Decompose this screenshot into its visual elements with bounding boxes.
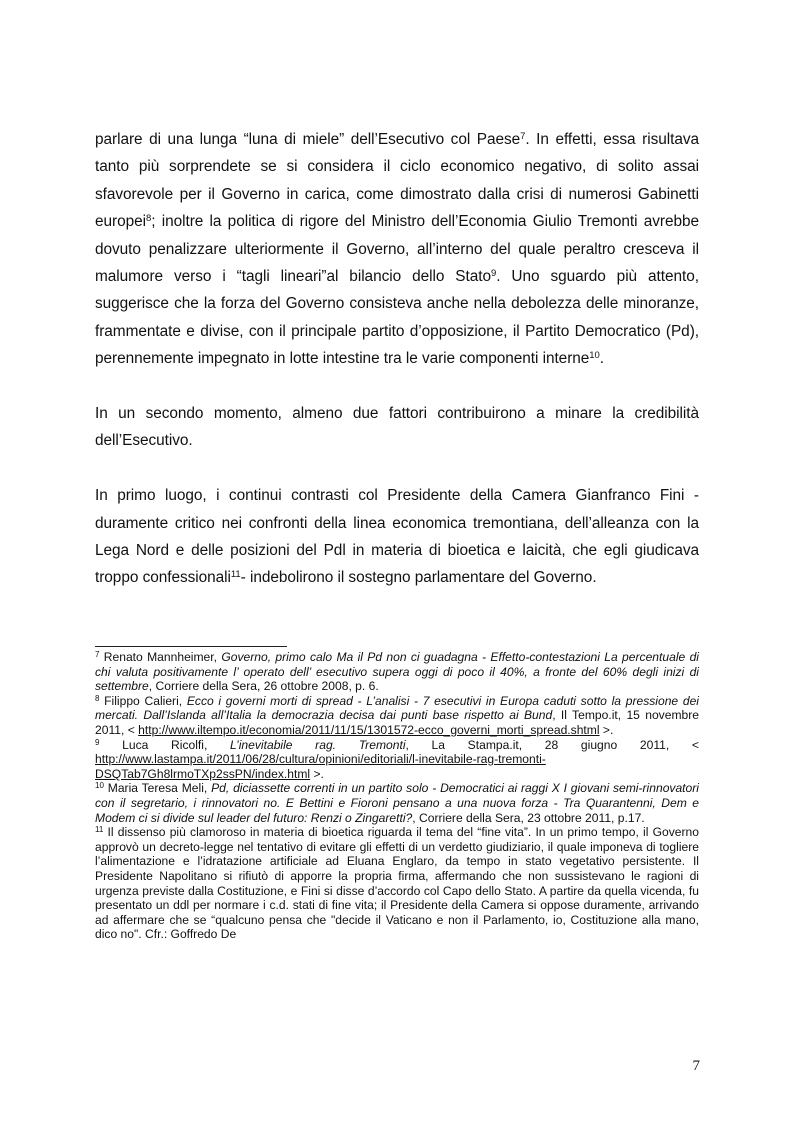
footnote-ref-10[interactable]: 10 (589, 350, 600, 362)
footnote-number: 9 (95, 737, 100, 747)
body-paragraph-1: parlare di una lunga “luna di miele” dell’Esecutivo col Paese$^7$. In effetti, essa risultava tanto più sorprendete se si considera il ciclo economico negativo, di solito assai sfavorevole per il Governo in carica, come dimostrato dalla crisi di numerosi Gabinetti europei$^8$; inoltre la politica di rigore del Ministro dell’Economia Giulio Tremonti avrebbe dovuto penalizzare ulteriormente il Governo, all’interno del quale peraltro cresceva il malumore verso i “tagli lineari”al bilancio dello Stato$^9$. Uno sguardo più attento, suggerisce che la forza del Governo consisteva anche nella debolezza delle minoranze, frammentate e divise, con il principale partito d’opposizione, il Partito Democratico (Pd), perennemente impegnato in lotte intestine tra le varie componenti interne$^{10}$. (95, 131, 699, 368)
footnote-link[interactable]: http://www.lastampa.it/2011/06/28/cultura/opinioni/editoriali/l-inevitabile-rag-tremonti-DSQTab7Gh8lrmoTXp2ssPN/index.html (95, 752, 546, 781)
footnote-title: Ecco i governi morti di spread - L’analisi - 7 esecutivi in Europa caduti sotto la pressione dei mercati. Dall’Islanda all’Italia la democrazia decisa dai punti base rispetto ai Bund (95, 693, 699, 723)
footnote-11: $^{11}$ Il dissenso più clamoroso in materia di bioetica riguarda il tema del “fine vita”. In un primo tempo, il Governo approvò un decreto-legge nel tentativo di evitare gli effetti di un verdetto giudiziario, il quale imponeva di togliere l’alimentazione e l’idratazione artificiale ad Eluana Englaro, da tempo in stato vegetativo persistente. Il Presidente Napolitano si rifiutò di apporre la propria firma, affermando che non sussistevano le ragioni di urgenza previste dalla Costituzione, e Fini si disse d’accordo col Capo dello Stato. A partire da quella vicenda, fu presentato un ddl per normare i c.d. stati di fine vita; il Presidente della Camera si oppose duramente, arrivando ad affermare che se “qualcuno pensa che "decide il Vaticano e non il Parlamento, io, Costituzione alla mano, dico no". Cfr.: Goffredo De (95, 825, 699, 942)
footnote-ref-8[interactable]: 8 (146, 213, 152, 225)
footnote-number: 8 (95, 693, 100, 703)
footnote-ref-7[interactable]: 7 (520, 131, 526, 142)
page-number: 7 (692, 1058, 700, 1074)
footnote-title: Governo, primo calo Ma il Pd non ci guadagna - Effetto-contestazioni La percentuale di chi valuta positivamente l’ operato dell’ esecutivo supera oggi di poco il 40%, a fronte del 60% degli inizi di settembre (95, 650, 699, 694)
footnote-title: L’inevitabile rag. Tremonti (229, 737, 406, 752)
footnote-title: Pd, diciassette correnti in un partito solo - Democratici ai raggi X I giovani semi-rinnovatori con il segretario, i rinnovatori no. E Bettini e Fioroni pensano a una nuova forza - Tra Quarantenni, Dem e Modem ci si divide sul leader del futuro: Renzi o Zingaretti? (95, 781, 699, 825)
body-paragraph-3: In primo luogo, i continui contrasti col Presidente della Camera Gianfranco Fini - duramente critico nei confronti della linea economica tremontiana, dell’alleanza con la Lega Nord e delle posizioni del Pdl in materia di bioetica e laicità, che egli giudicava troppo confessionali$^{11}$- indebolirono il sostegno parlamentare del Governo. (95, 487, 699, 587)
footnote-ref-11[interactable]: 11 (230, 569, 241, 581)
footnote-number: 11 (95, 825, 104, 835)
footnote-separator (95, 646, 287, 647)
body-text (95, 126, 699, 592)
footnotes (95, 650, 699, 942)
footnote-7: $^7$ Renato Mannheimer, Governo, primo calo Ma il Pd non ci guadagna - Effetto-contestazioni La percentuale di chi valuta positivamente l’ operato dell’ esecutivo supera oggi di poco il 40%, a fronte del 60% degli inizi di settembre, Corriere della Sera, 26 ottobre 2008, p. 6. (95, 650, 699, 694)
footnote-number: 10 (95, 781, 104, 791)
body-paragraph-2: In un secondo momento, almeno due fattori contribuirono a minare la credibilità dell’Esecutivo. (95, 405, 699, 450)
footnote-10: $^{10}$ Maria Teresa Meli, Pd, diciassette correnti in un partito solo - Democratici ai raggi X I giovani semi-rinnovatori con il segretario, i rinnovatori no. E Bettini e Fioroni pensano a una nuova forza - Tra Quarantenni, Dem e Modem ci si divide sul leader del futuro: Renzi o Zingaretti?, Corriere della Sera, 23 ottobre 2011, p.17. (95, 781, 699, 825)
footnote-8: $^8$ Filippo Calieri, Ecco i governi morti di spread - L’analisi - 7 esecutivi in Europa caduti sotto la pressione dei mercati. Dall’Islanda all’Italia la democrazia decisa dai punti base rispetto ai Bund, Il Tempo.it, 15 novembre 2011, < http://www.iltempo.it/economia/2011/11/15/1301572-ecco_governi_morti_spread.shtml >. (95, 693, 699, 737)
footnote-link[interactable]: http://www.iltempo.it/economia/2011/11/15/1301572-ecco_governi_morti_spread.shtml (138, 722, 600, 737)
footnote-9: $^9$ Luca Ricolfi, L’inevitabile rag. Tremonti, La Stampa.it, 28 giugno 2011, < http://www.lastampa.it/2011/06/28/cultura/opinioni/editoriali/l-inevitabile-rag-tremonti-DSQTab7Gh8lrmoTXp2ssPN/index.html >. (95, 737, 699, 781)
footnote-number: 7 (95, 650, 100, 659)
footnote-ref-9[interactable]: 9 (490, 268, 497, 280)
